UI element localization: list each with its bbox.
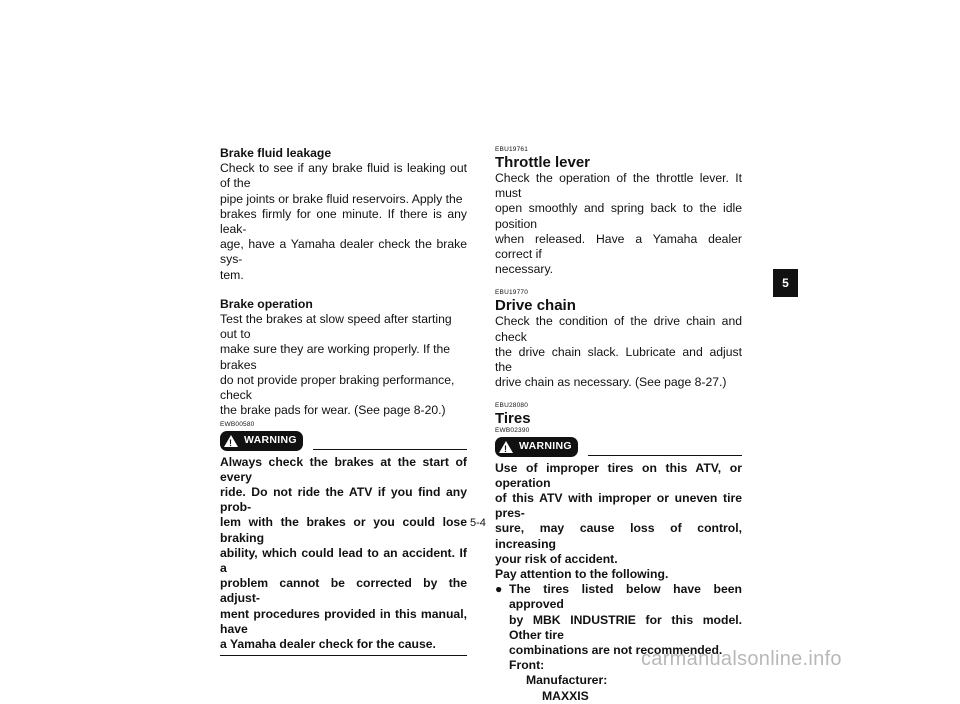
text-line: open smoothly and spring back to the idle position [495, 201, 742, 231]
text-line: Pay attention to the following. [495, 567, 669, 582]
manufacturer-label: Manufacturer: [526, 673, 608, 688]
warning-rule [313, 449, 467, 450]
text-line: ability, which could lead to an accident. If a [220, 545, 467, 576]
warning-code: EWB00580 [220, 421, 255, 429]
text-line: do not provide proper braking performance, check [220, 372, 455, 403]
warning-triangle-icon [499, 441, 513, 453]
text-line: Check the operation of the throttle lever. It must [495, 171, 742, 201]
warning-triangle-icon [224, 435, 238, 447]
bullet-icon: ● [495, 582, 503, 597]
front-label: Front: [509, 658, 545, 673]
tires-bullet [495, 582, 742, 658]
warning-label: WARNING [519, 440, 572, 453]
throttle-text [495, 171, 742, 277]
chain-text [495, 314, 742, 390]
text-line: Test the brakes at slow speed after starting out to [220, 312, 452, 342]
text-line: tem. [220, 267, 244, 282]
text-line: when released. Have a Yamaha dealer correct if [495, 231, 742, 262]
left-column [220, 146, 467, 656]
warning-badge [220, 431, 303, 450]
text-line: drive chain as necessary. (See page 8-27.) [495, 375, 727, 390]
brake-leak-text [220, 161, 467, 283]
throttle-title: Throttle lever [495, 154, 591, 171]
tires-title: Tires [495, 410, 531, 428]
tires-warning-badge [495, 437, 578, 456]
text-line: ment procedures provided in this manual, have [220, 606, 467, 636]
text-line: Check the condition of the drive chain and check [495, 314, 742, 344]
text-line: necessary. [495, 262, 554, 277]
text-line: Check to see if any brake fluid is leaking out of the [220, 161, 467, 191]
warning-header [220, 431, 467, 450]
bullet-text [509, 582, 742, 658]
tires-warning-code: EWB02390 [495, 427, 530, 435]
text-line: combinations are not recommended. [509, 643, 723, 658]
chain-code: EBU19770 [495, 289, 529, 297]
text-line: the brake pads for wear. (See page 8-20.) [220, 403, 446, 418]
text-line: age, have a Yamaha dealer check the brake sys- [220, 237, 467, 267]
warning-label: WARNING [244, 434, 297, 447]
throttle-code: EBU19761 [495, 146, 529, 153]
page-number: 5-4 [470, 517, 486, 529]
text-line: problem cannot be corrected by the adjust- [220, 576, 467, 606]
tires-code: EBU28080 [495, 402, 529, 410]
text-line: by MBK INDUSTRIE for this model. Other tire [509, 612, 742, 642]
text-line: The tires listed below have been approved [509, 582, 742, 612]
text-line: the drive chain slack. Lubricate and adjust the [495, 344, 742, 375]
warning-rule [588, 455, 742, 456]
brake-leak-heading: Brake fluid leakage [220, 146, 332, 160]
text-line: of this ATV with improper or uneven tire pres- [495, 491, 742, 521]
text-line: lem with the brakes or you could lose braking [220, 515, 467, 545]
tires-warning-header [495, 437, 742, 456]
manufacturer-value: MAXXIS [542, 688, 589, 703]
text-line: pipe joints or brake fluid reservoirs. Apply the [220, 191, 463, 206]
text-line: make sure they are working properly. If the brakes [220, 342, 451, 372]
brake-op-heading: Brake operation [220, 296, 313, 311]
brake-op-text [220, 312, 467, 418]
text-line: Use of improper tires on this ATV, or operation [495, 460, 742, 490]
text-line: ride. Do not ride the ATV if you find any prob- [220, 485, 467, 515]
text-line: brakes firmly for one minute. If there is any leak- [220, 206, 467, 237]
text-line: sure, may cause loss of control, increasing [495, 521, 742, 551]
right-column [495, 146, 742, 704]
text-line: Always check the brakes at the start of every [220, 454, 467, 484]
warning-end-rule [220, 655, 467, 656]
text-line: your risk of accident. [495, 551, 618, 566]
tires-warning-text [495, 461, 742, 583]
chain-title: Drive chain [495, 297, 576, 315]
warning-text [220, 455, 467, 653]
chapter-tab: 5 [773, 269, 798, 297]
text-line: a Yamaha dealer check for the cause. [220, 637, 436, 652]
watermark: carmanualsonline.info [641, 648, 842, 670]
